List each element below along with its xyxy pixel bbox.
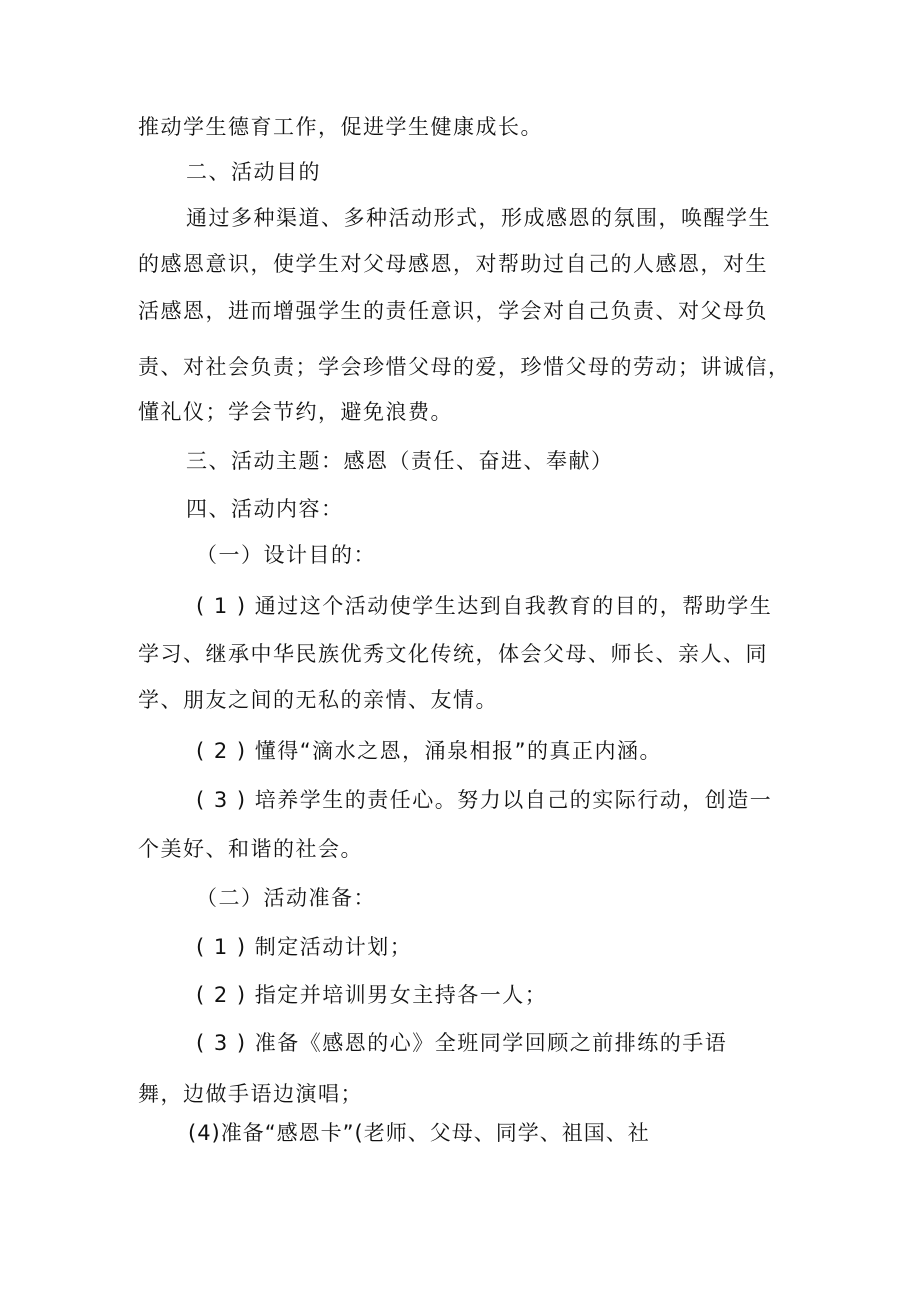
paragraph-line: 舞，边做手语边演唱； bbox=[138, 1082, 363, 1106]
section-heading-purpose: 二、活动目的 bbox=[186, 160, 321, 184]
paragraph-line: 懂礼仪；学会节约，避免浪费。 bbox=[138, 400, 453, 424]
list-item-line: ( 2 ) 指定并培训男女主持各一人； bbox=[196, 983, 548, 1007]
list-item-line: ( 3 ) 准备《感恩的心》全班同学回顾之前排练的手语 bbox=[196, 1031, 728, 1055]
paragraph-line: 的感恩意识，使学生对父母感恩，对帮助过自己的人感恩，对生 bbox=[138, 252, 768, 276]
list-item-line: (4)准备“感恩卡”(老师、父母、同学、祖国、社 bbox=[188, 1121, 650, 1145]
paragraph-line: 活感恩，进而增强学生的责任意识，学会对自己负责、对父母负 bbox=[138, 299, 768, 323]
section-heading-content: 四、活动内容： bbox=[186, 497, 344, 521]
list-item-line: ( 1 ) 制定活动计划； bbox=[196, 935, 413, 959]
paragraph-line: 个美好、和谐的社会。 bbox=[138, 837, 363, 861]
paragraph-line: 推动学生德育工作，促进学生健康成长。 bbox=[138, 115, 543, 139]
section-heading-theme: 三、活动主题：感恩（责任、奋进、奉献） bbox=[186, 449, 614, 473]
list-item-line: ( 2 ) 懂得“滴水之恩，涌泉相报”的真正内涵。 bbox=[196, 739, 663, 763]
paragraph-line: 通过多种渠道、多种活动形式，形成感恩的氛围，唤醒学生 bbox=[186, 206, 771, 230]
subsection-heading-preparation: （二）活动准备： bbox=[196, 886, 376, 910]
list-item-line: ( 3 ) 培养学生的责任心。努力以自己的实际行动，创造一 bbox=[196, 788, 773, 812]
list-item-line: ( 1 ) 通过这个活动使学生达到自我教育的目的，帮助学生 bbox=[196, 594, 773, 618]
subsection-heading-design-purpose: （一）设计目的： bbox=[196, 543, 376, 567]
paragraph-line: 学习、继承中华民族优秀文化传统，体会父母、师长、亲人、同 bbox=[138, 642, 768, 666]
paragraph-line: 责、对社会负责；学会珍惜父母的爱，珍惜父母的劳动；讲诚信， bbox=[138, 355, 791, 379]
paragraph-line: 学、朋友之间的无私的亲情、友情。 bbox=[138, 688, 498, 712]
